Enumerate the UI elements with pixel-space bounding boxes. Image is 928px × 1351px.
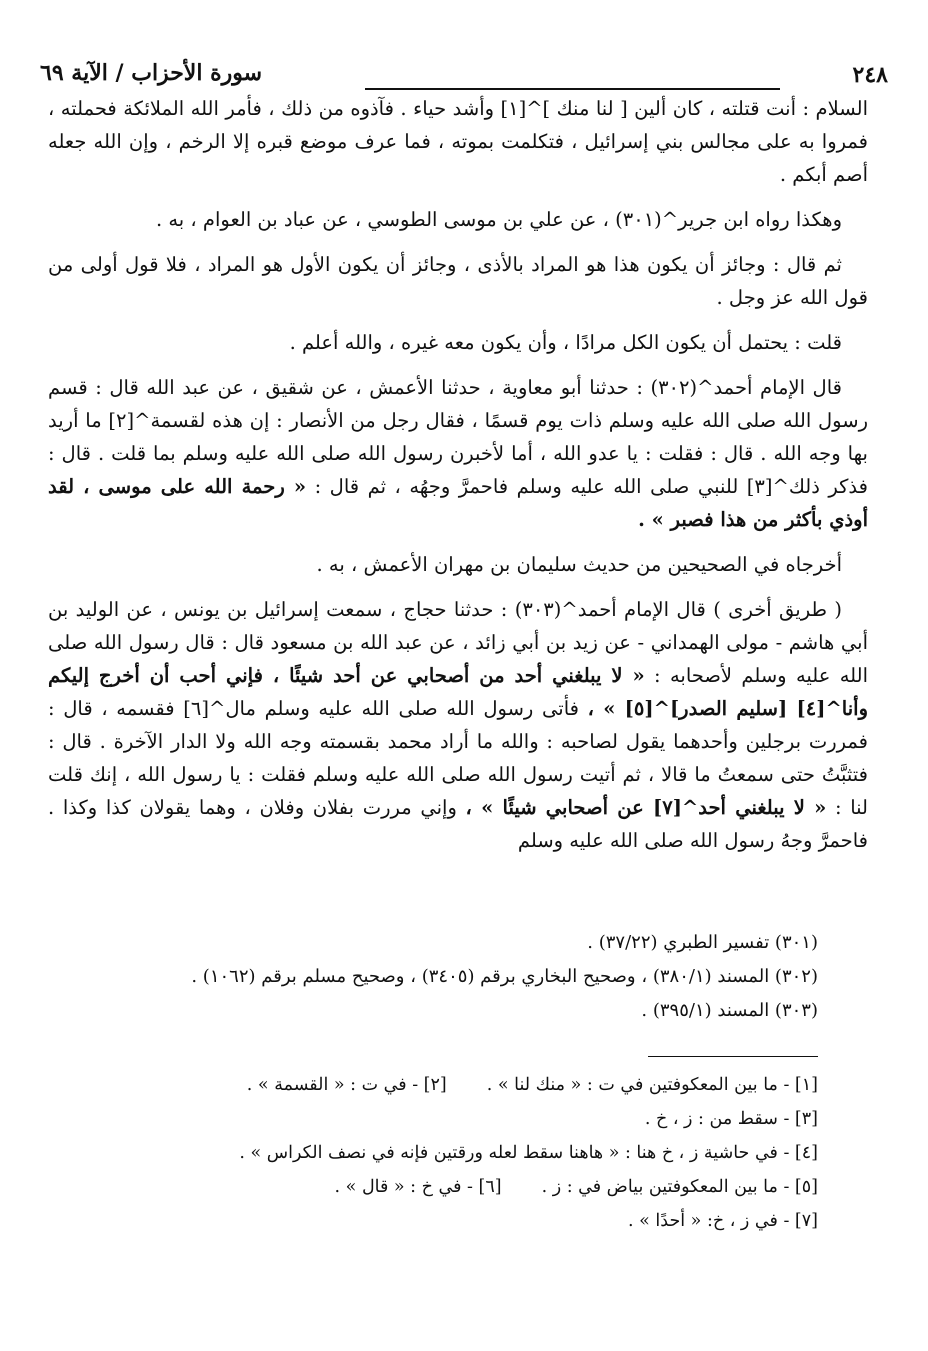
manuscript-notes [48,1070,818,1240]
paragraph-3 [48,248,868,314]
running-title: سورة الأحزاب / الآية ٦٩ [40,60,263,86]
note-row [48,1104,818,1134]
text-segment: فأتى رسول الله صلى الله عليه وسلم مال^[٦] فقسمه ، قال : فمررت برجلين وأحدهما يقول لصاحبه : والله ما أراد محمد بقسمته وجه الله ولا الدار الآخرة . قال : فتثبَّتُ حتى سمعتُ ما قالا ، ثم أتيت رسول الله صلى الله عليه وسلم فقلت : يا رسول الله ، إنك قلت لنا : [48,697,868,819]
reference-301: (٣٠١) تفسير الطبري (٣٧/٢٢) . [587,932,818,953]
reference-302: (٣٠٢) المسند (٣٨٠/١) ، وصحيح البخاري برقم (٣٤٠٥) ، وصحيح مسلم برقم (١٠٦٢) . [191,966,818,987]
source-references [48,928,818,1030]
text-segment: السلام : أنت قتلته ، كان ألين [ لنا منك ]^[١] وأشد حياء . فآذوه من ذلك ، فأمر الله الملائكة فحملته ، فمروا به على مجالس بني إسرائيل ، فتكلمت بموته ، فما عرف موضع قبره إلا الرخم ، وإن الله جعله أصم أبكم . [48,97,868,186]
paragraph-5 [48,371,868,536]
note-row [48,1138,818,1168]
paragraph-4 [48,326,868,359]
text-segment: قال الإمام أحمد^(٣٠٢) : حدثنا أبو معاوية ، حدثنا الأعمش ، عن شقيق ، عن عبد الله قال : قسم رسول الله صلى الله عليه وسلم ذات يوم قسمًا ، فقال رجل من الأنصار : إن هذه لقسمة^[٢] ما أريد بها وجه الله . قال : فقلت : يا عدو الله ، أما لأخبرن رسول الله صلى الله عليه وسلم بما قلت . قال : فذكر ذلك^[٣] للنبي صلى الله عليه وسلم فاحمرَّ وجهُه ، ثم قال : [48,376,869,498]
note-5: [٥] - ما بين المعكوفتين بياض في : ز . [541,1177,818,1197]
note-2: [٢] - في ت : « القسمة » . [246,1075,447,1095]
note-4: [٤] - في حاشية ز ، خ هنا : « هاهنا سقط لعله ورقتين فإنه في نصف الكراس » . [239,1143,818,1163]
note-3: [٣] - سقط من : ز ، خ . [644,1109,818,1129]
note-7: [٧] - في ز ، خ: « أحدًا » . [628,1211,818,1231]
text-segment: قلت : يحتمل أن يكون الكل مرادًا ، وأن يكون معه غيره ، والله أعلم . [289,331,842,354]
hadith-quote: « لا يبلغني أحد^[٧] عن أصحابي شيئًا » ، [465,796,827,819]
main-text [48,92,868,869]
page-number: ٢٤٨ [852,62,888,88]
text-segment: وهكذا رواه ابن جرير^(٣٠١) ، عن علي بن موسى الطوسي ، عن عباد بن العوام ، به . [155,208,842,231]
hadith-quote: « لا يبلغني أحد من أصحابي عن أحد شيئًا ، فإني أحب أن أخرج إليكم وأنا^[٤] [سليم الصدر]^[٥] » ، [48,664,868,720]
note-row [48,1070,818,1100]
text-segment: وإني مررت بفلان وفلان ، وهما يقولان كذا وكذا . فاحمرَّ وجهُ رسول الله صلى الله عليه وسلم [48,796,868,852]
header-rule [365,88,780,90]
footnote-rule [648,1056,818,1057]
paragraph-2 [48,203,868,236]
reference-303: (٣٠٣) المسند (٣٩٥/١) . [641,1000,818,1021]
paragraph-7 [48,593,868,857]
note-6: [٦] - في خ : « قال » . [334,1177,502,1197]
note-1: [١] - ما بين المعكوفتين في ت : « منك لنا » . [486,1075,818,1095]
text-segment: ( طريق أخرى ) قال الإمام أحمد^(٣٠٣) : حدثنا حجاج ، سمعت إسرائيل بن يونس ، عن الوليد بن أبي هاشم - مولى الهمداني - عن زيد بن أبي زائد ، عن عبد الله بن مسعود قال : قال رسول الله صلى الله عليه وسلم لأصحابه : [48,598,868,687]
hadith-quote: « رحمة الله على موسى ، لقد أوذي بأكثر من هذا فصبر » . [48,475,868,531]
text-segment: ثم قال : وجائز أن يكون هذا هو المراد بالأذى ، وجائز أن يكون الأول هو المراد ، فلا قول أولى من قول الله عز وجل . [48,253,868,309]
note-row [48,1206,818,1236]
paragraph-6 [48,548,868,581]
note-row [48,1172,818,1202]
paragraph-1 [48,92,868,191]
text-segment: أخرجاه في الصحيحين من حديث سليمان بن مهران الأعمش ، به . [316,553,842,576]
